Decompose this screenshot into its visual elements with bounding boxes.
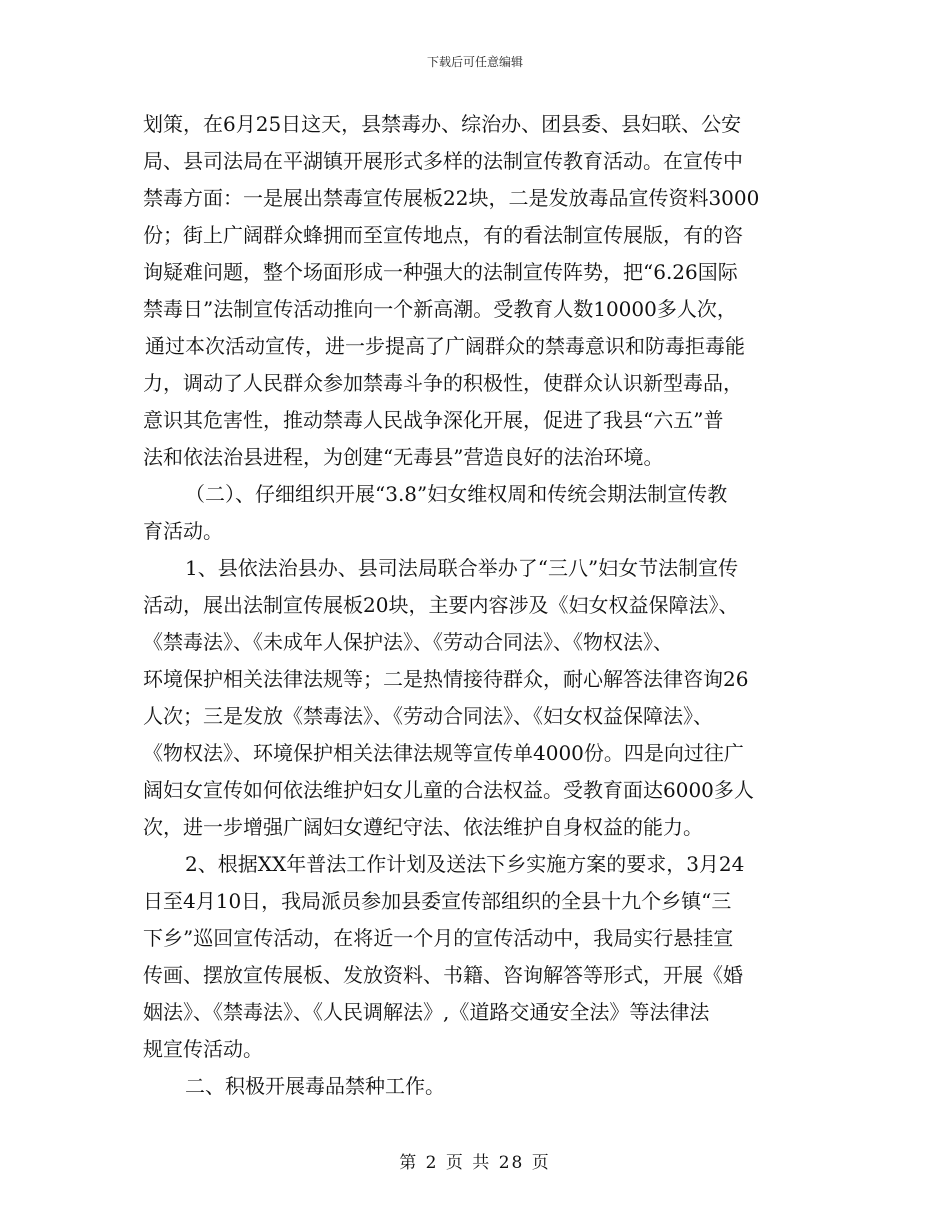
text-line: 环境保护相关法律法规等；二是热情接待群众，耐心解答法律咨询26 <box>143 667 749 691</box>
text-line: 活动，展出法制宣传展板20块，主要内容涉及《妇女权益保障法》、 <box>143 593 739 617</box>
text-line: 意识其危害性，推动禁毒人民战争深化开展，促进了我县“六五”普 <box>143 408 724 432</box>
page-number-footer: 第 2 页 共 28 页 <box>399 1153 551 1173</box>
text-line: 次，进一步增强广阔妇女遵纪守法、依法维护自身权益的能力。 <box>143 815 703 839</box>
page-header: 下载后可任意编辑 <box>426 55 523 69</box>
text-line: 规宣传活动。 <box>143 1037 263 1061</box>
text-line: 《禁毒法》、《未成年人保护法》、《劳动合同法》、《物权法》、 <box>143 630 673 654</box>
text-line: 法和依法治县进程，为创建“无毒县”营造良好的法治环境。 <box>143 445 664 469</box>
paragraph-start-line: 1、县依法治县办、县司法局联合举办了“三八”妇女节法制宣传 <box>185 556 739 580</box>
text-line: 询疑难问题，整个场面形成一种强大的法制宣传阵势，把“6.26国际 <box>143 260 738 284</box>
paragraph-start-line: 2、根据XX年普法工作计划及送法下乡实施方案的要求，3月24 <box>185 852 745 876</box>
text-line: 下乡”巡回宣传活动，在将近一个月的宣传活动中，我局实行悬挂宣 <box>143 926 734 950</box>
text-line: 日至4月10日，我局派员参加县委宣传部组织的全县十九个乡镇“三 <box>143 889 732 913</box>
document-body <box>143 106 810 1105</box>
text-line: 阔妇女宣传如何依法维护妇女儿童的合法权益。受教育面达6000多人 <box>143 778 754 802</box>
text-line: 育活动。 <box>143 519 223 543</box>
text-line: 通过本次活动宣传，进一步提高了广阔群众的禁毒意识和防毒拒毒能 <box>145 334 745 358</box>
text-line: 局、县司法局在平湖镇开展形式多样的法制宣传教育活动。在宣传中 <box>143 149 743 173</box>
text-line: 人次；三是发放《禁毒法》、《劳动合同法》、《妇女权益保障法》、 <box>143 704 713 728</box>
text-line: 禁毒方面：一是展出禁毒宣传展板22块，二是发放毒品宣传资料3000 <box>143 186 760 210</box>
section-heading-line: （二）、仔细组织开展“3.8”妇女维权周和传统会期法制宣传教 <box>185 482 728 506</box>
text-line: 姻法》、《禁毒法》、《人民调解法》,《道路交通安全法》等法律法 <box>143 1000 710 1024</box>
text-line: 传画、摆放宣传展板、发放资料、书籍、咨询解答等形式，开展《婚 <box>143 963 743 987</box>
section-heading-line: 二、积极开展毒品禁种工作。 <box>185 1074 445 1098</box>
text-line: 《物权法》、环境保护相关法律法规等宣传单4000份。四是向过往广 <box>143 741 744 765</box>
text-line: 禁毒日”法制宣传活动推向一个新高潮。受教育人数10000多人次， <box>143 297 737 321</box>
text-line: 力，调动了人民群众参加禁毒斗争的积极性，使群众认识新型毒品， <box>143 371 743 395</box>
text-line: 份；街上广阔群众蜂拥而至宣传地点，有的看法制宣传展版，有的咨 <box>143 223 743 247</box>
text-line: 划策，在6月25日这天，县禁毒办、综治办、团县委、县妇联、公安 <box>143 112 742 136</box>
